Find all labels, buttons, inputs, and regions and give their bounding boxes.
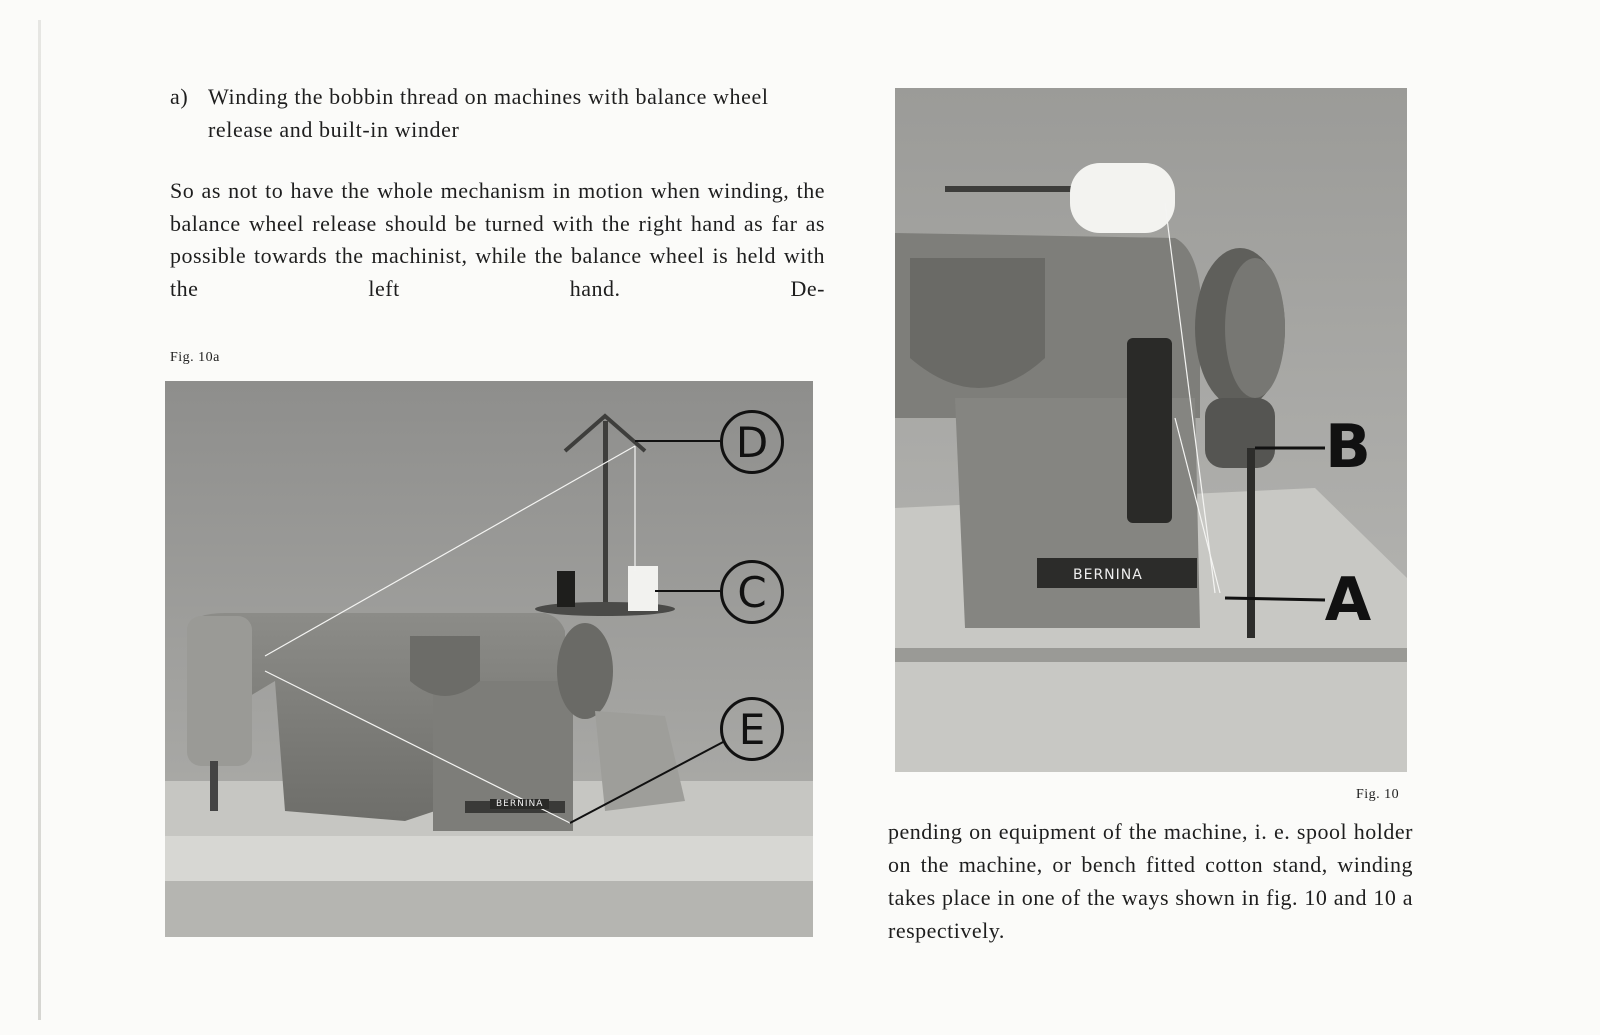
fig10a-brand-plate: BERNINA (490, 799, 549, 809)
book-spine-edge (38, 20, 41, 1020)
heading-text: Winding the bobbin thread on machines with balance wheel release and built-in winder (208, 84, 769, 142)
figure-10a-illustration (165, 381, 813, 937)
paragraph-left: So as not to have the whole mechanism in motion when winding, the balance wheel release should be turned with the right hand as far as possible towards the machinist, while the balance wheel is held with the left hand. De- (170, 178, 825, 301)
callout-a: A (1324, 565, 1372, 635)
figure-10a-photo (165, 381, 813, 937)
callout-e: E (720, 697, 784, 761)
figure-10a-caption: Fig. 10a (170, 350, 220, 365)
callout-d: D (720, 410, 784, 474)
callout-c: C (720, 560, 784, 624)
heading-marker: a) (170, 84, 189, 109)
callout-b: B (1325, 412, 1371, 482)
paragraph-right: pending on equipment of the machine, i. e. spool holder on the machine, or bench fitted cotton stand, winding takes place in one of the ways shown in fig. 10 and 10 a respectively. (888, 819, 1413, 943)
fig10-brand-plate: BERNINA (1073, 567, 1143, 583)
figure-10-caption: Fig. 10 (1356, 787, 1400, 802)
